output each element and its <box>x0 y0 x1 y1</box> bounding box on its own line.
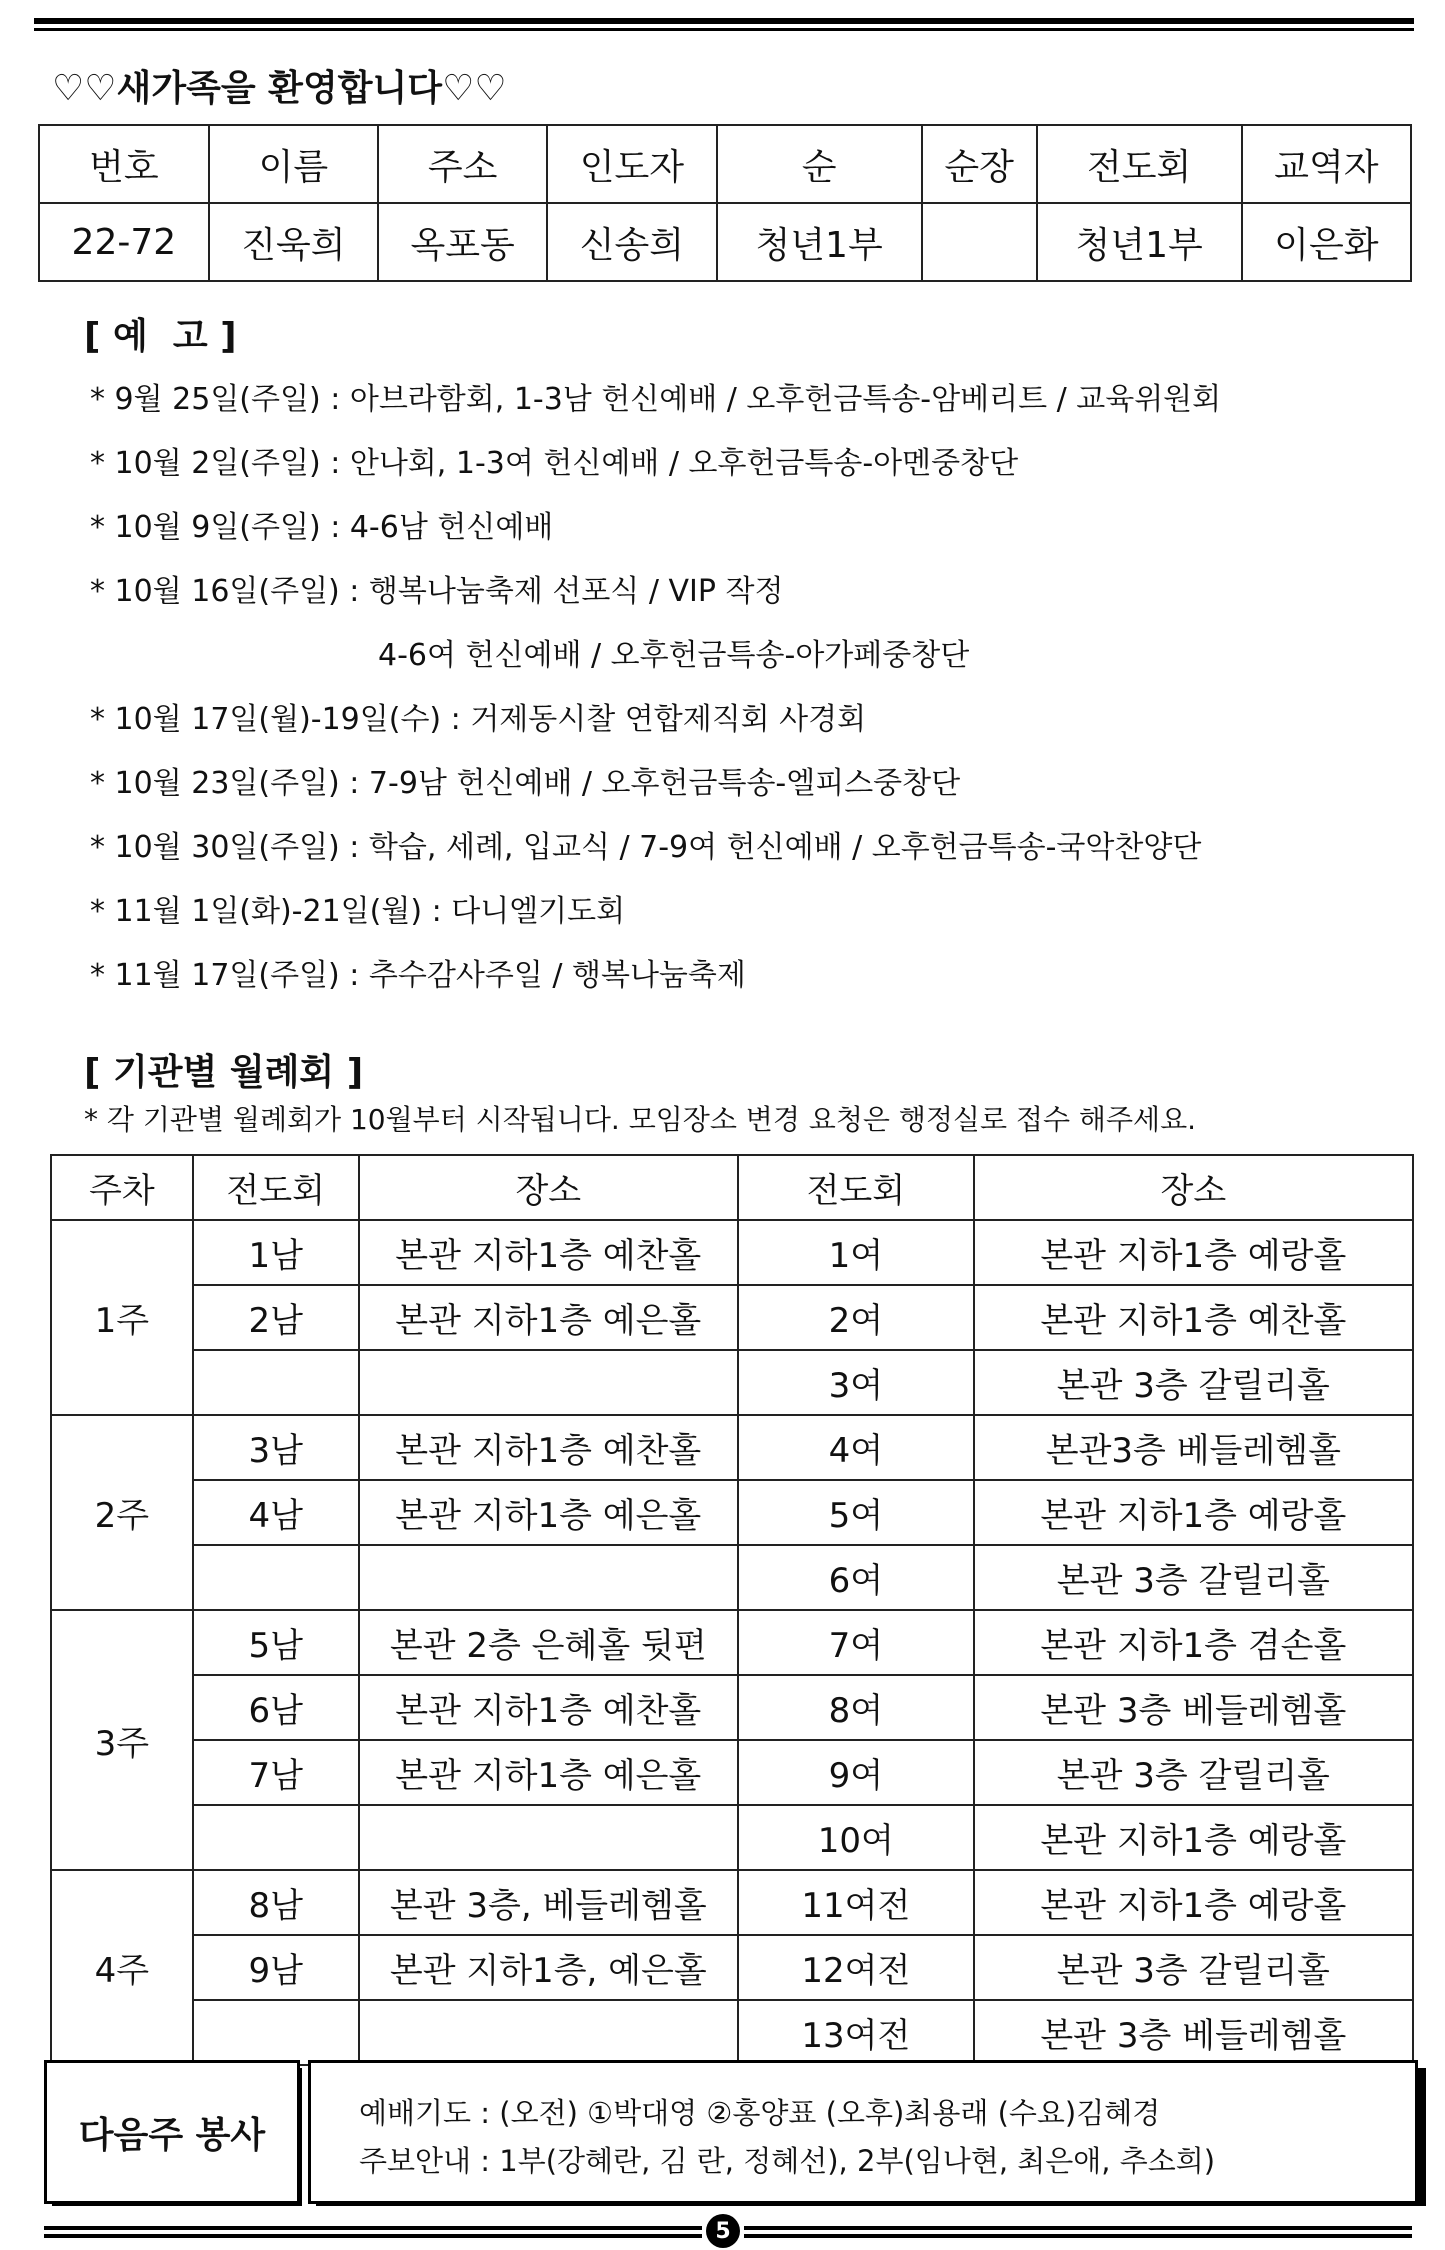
bottom-rule-left-2 <box>44 2234 702 2238</box>
group-cell: 9남 <box>193 1935 359 2000</box>
notice-item: * 10월 2일(주일) : 안나회, 1-3여 헌신예배 / 오후헌금특송-아멘중창단 <box>90 446 1019 481</box>
notice-item: * 11월 17일(주일) : 추수감사주일 / 행복나눔축제 <box>90 958 746 993</box>
page-number-badge <box>706 2214 740 2248</box>
place-cell: 본관 지하1층 예은홀 <box>359 1285 738 1350</box>
meetings-header: 장소 <box>974 1155 1413 1220</box>
notice-item: * 11월 1일(화)-21일(월) : 다니엘기도회 <box>90 894 626 929</box>
service-detail-box <box>308 2060 1418 2204</box>
meetings-table <box>50 1154 1414 2066</box>
group-cell: 10여 <box>738 1805 974 1870</box>
welcome-header: 교역자 <box>1242 125 1411 203</box>
table-row <box>51 1805 1413 1870</box>
group-cell <box>193 1350 359 1415</box>
group-cell: 4남 <box>193 1480 359 1545</box>
welcome-header: 전도회 <box>1037 125 1242 203</box>
group-cell: 3남 <box>193 1415 359 1480</box>
place-cell: 본관 지하1층 예찬홀 <box>974 1285 1413 1350</box>
meetings-header-row <box>51 1155 1413 1220</box>
meetings-header: 전도회 <box>738 1155 974 1220</box>
welcome-cell <box>922 203 1037 281</box>
group-cell <box>193 2000 359 2065</box>
group-cell: 7여 <box>738 1610 974 1675</box>
place-cell: 본관 지하1층 예랑홀 <box>974 1870 1413 1935</box>
welcome-table <box>38 124 1412 282</box>
group-cell: 9여 <box>738 1740 974 1805</box>
notice-item: * 10월 17일(월)-19일(수) : 거제동시찰 연합제직회 사경회 <box>90 702 867 737</box>
notice-item-continued: 4-6여 헌신예배 / 오후헌금특송-아가페중창단 <box>378 638 970 673</box>
welcome-cell: 신송희 <box>547 203 716 281</box>
place-cell: 본관 지하1층 예랑홀 <box>974 1480 1413 1545</box>
top-rule-thin <box>34 28 1414 31</box>
group-cell: 2남 <box>193 1285 359 1350</box>
group-cell: 5남 <box>193 1610 359 1675</box>
place-cell: 본관 2층 은혜홀 뒷편 <box>359 1610 738 1675</box>
group-cell: 7남 <box>193 1740 359 1805</box>
welcome-cell: 청년1부 <box>717 203 922 281</box>
table-row <box>51 1935 1413 2000</box>
place-cell <box>359 1805 738 1870</box>
group-cell: 8여 <box>738 1675 974 1740</box>
welcome-header-row <box>39 125 1411 203</box>
welcome-header: 순장 <box>922 125 1037 203</box>
place-cell: 본관 지하1층 예랑홀 <box>974 1805 1413 1870</box>
meetings-title: [ 기관별 월례회 ] <box>84 1052 364 1093</box>
welcome-cell: 이은화 <box>1242 203 1411 281</box>
group-cell: 2여 <box>738 1285 974 1350</box>
notices-title: [ 예 고 ] <box>84 316 237 357</box>
place-cell: 본관 지하1층 예랑홀 <box>974 1220 1413 1285</box>
service-line-usher: 주보안내 : 1부(강혜란, 김 란, 정혜선), 2부(임나현, 최은애, 추소희) <box>359 2144 1216 2178</box>
group-cell: 6여 <box>738 1545 974 1610</box>
place-cell: 본관 3층 갈릴리홀 <box>974 1935 1413 2000</box>
place-cell <box>359 1350 738 1415</box>
group-cell: 1여 <box>738 1220 974 1285</box>
group-cell: 4여 <box>738 1415 974 1480</box>
top-rule-thick <box>34 18 1414 24</box>
bottom-rule-left <box>44 2226 702 2230</box>
meetings-note: * 각 기관별 월례회가 10월부터 시작됩니다. 모임장소 변경 요청은 행정실로 접수 해주세요. <box>84 1103 1197 1136</box>
meetings-header: 주차 <box>51 1155 193 1220</box>
place-cell: 본관 지하1층 예찬홀 <box>359 1675 738 1740</box>
table-row <box>51 1220 1413 1285</box>
place-cell: 본관 3층 갈릴리홀 <box>974 1545 1413 1610</box>
group-cell: 13여전 <box>738 2000 974 2065</box>
notice-item: * 10월 23일(주일) : 7-9남 헌신예배 / 오후헌금특송-엘피스중창단 <box>90 766 961 801</box>
group-cell <box>193 1545 359 1610</box>
week-cell: 3주 <box>51 1610 193 1870</box>
welcome-header: 이름 <box>209 125 378 203</box>
group-cell <box>193 1805 359 1870</box>
group-cell: 12여전 <box>738 1935 974 2000</box>
place-cell: 본관 3층 베들레헴홀 <box>974 1675 1413 1740</box>
place-cell: 본관 3층 갈릴리홀 <box>974 1740 1413 1805</box>
page-number: 5 <box>715 2218 731 2244</box>
welcome-header: 인도자 <box>547 125 716 203</box>
notice-item: * 10월 16일(주일) : 행복나눔축제 선포식 / VIP 작정 <box>90 574 784 609</box>
notice-item: * 9월 25일(주일) : 아브라함회, 1-3남 헌신예배 / 오후헌금특송-암베리트 / 교육위원회 <box>90 382 1222 417</box>
place-cell: 본관 지하1층 예은홀 <box>359 1740 738 1805</box>
welcome-header: 번호 <box>39 125 209 203</box>
week-cell: 4주 <box>51 1870 193 2065</box>
group-cell: 6남 <box>193 1675 359 1740</box>
welcome-data-row <box>39 203 1411 281</box>
table-row <box>51 1480 1413 1545</box>
group-cell: 1남 <box>193 1220 359 1285</box>
place-cell <box>359 2000 738 2065</box>
bottom-rule-right-2 <box>744 2234 1412 2238</box>
bottom-rule-right <box>744 2226 1412 2230</box>
place-cell: 본관 지하1층 예은홀 <box>359 1480 738 1545</box>
place-cell: 본관 지하1층 예찬홀 <box>359 1220 738 1285</box>
table-row <box>51 1610 1413 1675</box>
welcome-cell: 옥포동 <box>378 203 547 281</box>
place-cell: 본관 3층 갈릴리홀 <box>974 1350 1413 1415</box>
table-row <box>51 1285 1413 1350</box>
welcome-cell: 진욱희 <box>209 203 378 281</box>
welcome-title: ♡♡새가족을 환영합니다♡♡ <box>52 68 507 109</box>
place-cell: 본관3층 베들레헴홀 <box>974 1415 1413 1480</box>
place-cell: 본관 지하1층, 예은홀 <box>359 1935 738 2000</box>
welcome-header: 주소 <box>378 125 547 203</box>
notice-item: * 10월 30일(주일) : 학습, 세례, 입교식 / 7-9여 헌신예배 / 오후헌금특송-국악찬양단 <box>90 830 1202 865</box>
week-cell: 2주 <box>51 1415 193 1610</box>
place-cell <box>359 1545 738 1610</box>
table-row <box>51 1415 1413 1480</box>
table-row <box>51 1675 1413 1740</box>
service-label-box <box>44 2060 300 2204</box>
week-cell: 1주 <box>51 1220 193 1415</box>
place-cell: 본관 지하1층 예찬홀 <box>359 1415 738 1480</box>
table-row <box>51 1740 1413 1805</box>
welcome-header: 순 <box>717 125 922 203</box>
place-cell: 본관 지하1층 겸손홀 <box>974 1610 1413 1675</box>
meetings-header: 장소 <box>359 1155 738 1220</box>
table-row <box>51 1350 1413 1415</box>
place-cell: 본관 3층 베들레헴홀 <box>974 2000 1413 2065</box>
table-row <box>51 1870 1413 1935</box>
welcome-cell: 청년1부 <box>1037 203 1242 281</box>
group-cell: 3여 <box>738 1350 974 1415</box>
notice-item: * 10월 9일(주일) : 4-6남 헌신예배 <box>90 510 554 545</box>
service-label: 다음주 봉사 <box>78 2114 266 2156</box>
group-cell: 5여 <box>738 1480 974 1545</box>
group-cell: 8남 <box>193 1870 359 1935</box>
meetings-header: 전도회 <box>193 1155 359 1220</box>
service-line-prayer: 예배기도 : (오전) ①박대영 ②홍양표 (오후)최용래 (수요)김혜경 <box>359 2096 1161 2130</box>
table-row <box>51 1545 1413 1610</box>
welcome-cell: 22-72 <box>39 203 209 281</box>
table-row <box>51 2000 1413 2065</box>
group-cell: 11여전 <box>738 1870 974 1935</box>
place-cell: 본관 3층, 베들레헴홀 <box>359 1870 738 1935</box>
